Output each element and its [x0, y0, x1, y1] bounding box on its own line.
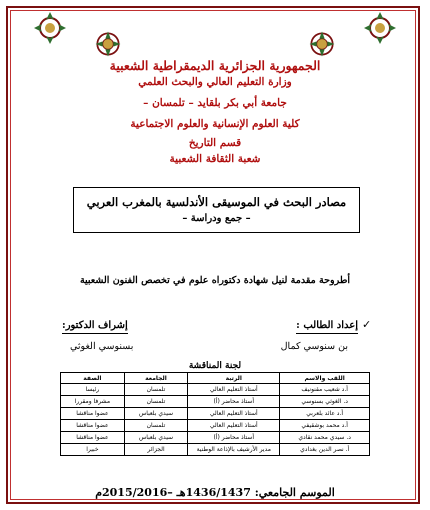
- ornament-left-top-icon: [32, 10, 68, 46]
- member-university: سيدي بلعباس: [124, 408, 187, 420]
- member-role: خبيرا: [61, 444, 125, 456]
- member-role: عضوا مناقشا: [61, 408, 125, 420]
- member-name: د. سيدي محمد نقادي: [280, 432, 370, 444]
- supervisor-name: بسنوسي الغوثي: [70, 341, 134, 352]
- column-header-university: الجامعة: [124, 373, 187, 384]
- ornament-left-medallion-icon: [92, 28, 124, 60]
- member-name: أ.د محمد بوشقيفي: [280, 420, 370, 432]
- academic-year: الموسم الجامعي: 1436/1437هـ –2015/2016م: [95, 486, 335, 499]
- member-name: د. الغوثي بسنوسي: [280, 396, 370, 408]
- branch-line: شعبة الثقافة الشعبية: [169, 153, 261, 165]
- student-label: إعداد الطالب :: [296, 320, 358, 334]
- member-role: عضوا مناقشا: [61, 432, 125, 444]
- check-icon: ✓: [362, 318, 372, 331]
- faculty-line: كلية العلوم الإنسانية والعلوم الاجتماعية: [130, 118, 300, 130]
- member-rank: أستاذ محاضر (أ): [188, 432, 280, 444]
- member-role: رئيسا: [61, 384, 125, 396]
- committee-table: [60, 372, 370, 456]
- member-name: أ. نصر الدين بغدادي: [280, 444, 370, 456]
- table-row: [61, 396, 370, 408]
- member-rank: أستاذ التعليم العالي: [188, 420, 280, 432]
- ornament-right-medallion-icon: [306, 28, 338, 60]
- member-name: أ.د شعيب مقنونيف: [280, 384, 370, 396]
- column-header-role: الصفة: [61, 373, 125, 384]
- member-rank: أستاذ محاضر (أ): [188, 396, 280, 408]
- table-row: [61, 408, 370, 420]
- member-role: مشرفا ومقررا: [61, 396, 125, 408]
- member-university: سيدي بلعباس: [124, 432, 187, 444]
- member-university: تلمسان: [124, 396, 187, 408]
- republic-heading: الجمهورية الجزائرية الديمقراطية الشعبية: [109, 58, 321, 73]
- ministry-line: وزارة التعليم العالي والبحث العلمي: [138, 76, 292, 88]
- member-role: عضوا مناقشا: [61, 420, 125, 432]
- table-row: [61, 444, 370, 456]
- member-name: أ.د عائد بلعربي: [280, 408, 370, 420]
- member-rank: أستاذ التعليم العالي: [188, 384, 280, 396]
- university-line: جامعة أبي بكر بلقايد – تلمسان –: [143, 97, 287, 109]
- thesis-description: أطروحة مقدمة لنيل شهادة دكتوراه علوم في تخصص الفنون الشعبية: [79, 275, 351, 286]
- table-row: [61, 420, 370, 432]
- member-university: الجزائر: [124, 444, 187, 456]
- column-header-name: اللقب والاسم: [280, 373, 370, 384]
- thesis-title-box: [73, 187, 360, 233]
- committee-header-row: [61, 373, 370, 384]
- member-rank: أستاذ التعليم العالي: [188, 408, 280, 420]
- member-rank: مدير الأرشيف بالإذاعة الوطنية: [188, 444, 280, 456]
- member-university: تلمسان: [124, 420, 187, 432]
- committee-title: لجنة المناقشة: [188, 361, 242, 371]
- thesis-subtitle: – جمع ودراسة –: [182, 213, 251, 224]
- ornament-right-top-icon: [362, 10, 398, 46]
- member-university: تلمسان: [124, 384, 187, 396]
- table-row: [61, 384, 370, 396]
- student-name: بن سنوسي كمال: [280, 341, 348, 352]
- supervisor-label: إشراف الدكتور:: [62, 320, 128, 334]
- thesis-title: مصادر البحث في الموسيقى الأندلسية بالمغرب العربي: [86, 195, 347, 209]
- column-header-rank: الرتبة: [188, 373, 280, 384]
- table-row: [61, 432, 370, 444]
- department-line: قسم التاريخ: [188, 137, 242, 149]
